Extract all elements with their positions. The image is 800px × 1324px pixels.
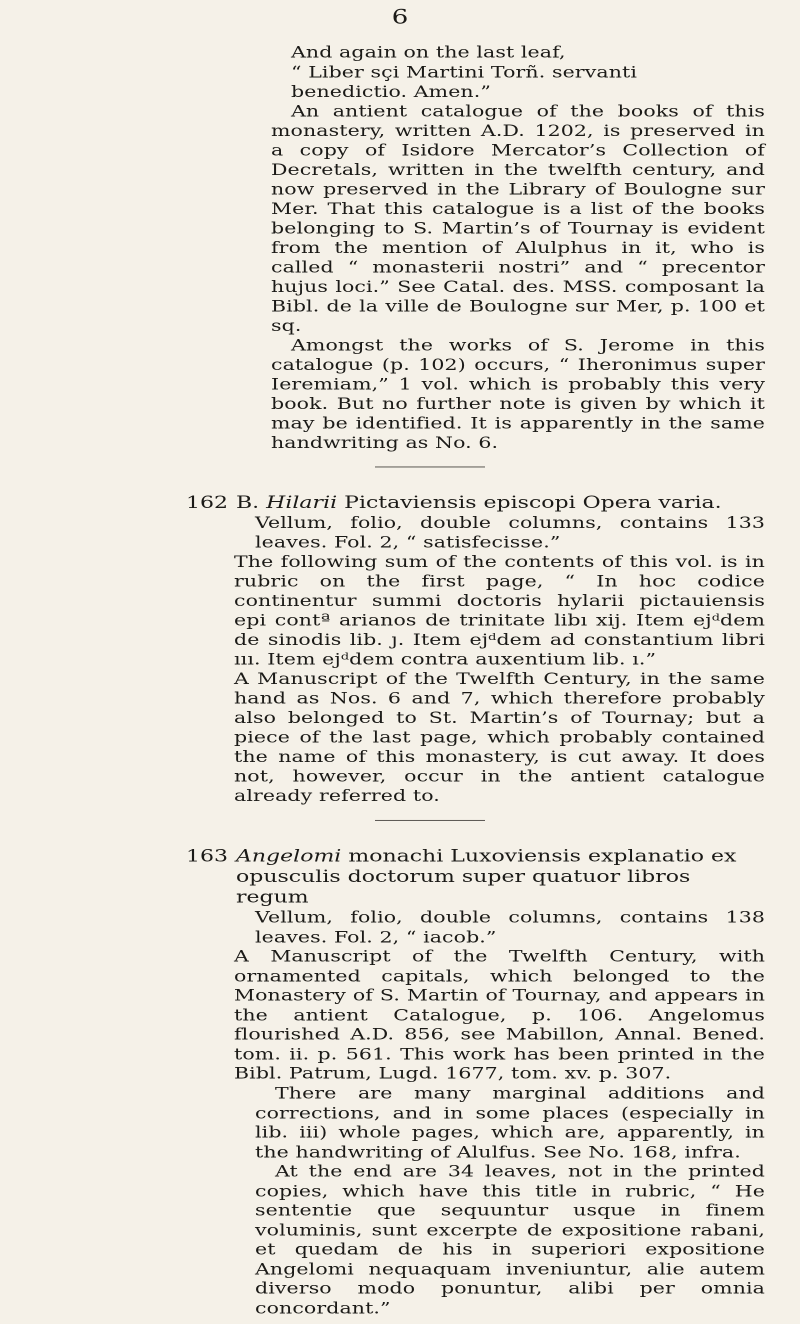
- entry-paragraph-marginalia-163: There are many marginal additions and corrections, and in some places (especially in lib. iii) whole pages, which are, apparently, in the handwriting of Alulfus. See No. 168, infra.: [255, 1083, 765, 1161]
- entry-number-163: 163: [186, 846, 228, 866]
- intro-line-2: “ Liber sçi Martini Torñ. servanti benedictio. Amen.”: [291, 62, 638, 101]
- entry-paragraph-manuscript-162: A Manuscript of the Twelfth Century, in the same hand as Nos. 6 and 7, which therefore probably also belonged to St. Martin’s of Tournay; but a piece of the last page, which probably contained the name of this monastery, is cut away. It does not, however, occur in the antient catalogue already referred to.: [234, 669, 765, 805]
- section-divider: [375, 467, 485, 468]
- intro-line-1: And again on the last leaf,: [291, 42, 566, 62]
- entry-description-163: Vellum, folio, double columns, contains 138 leaves. Fol. 2, “ iacob.”: [255, 907, 765, 946]
- intro-paragraph-catalogue: An antient catalogue of the books of this monastery, written A.D. 1202, is preserved in a copy of Isidore Mercator’s Collection of Decretals, written in the twelfth century, and now preserved in the Library of Boulogne sur Mer. That this catalogue is a list of the books belonging to S. Martin’s of Tournay is evident from the mention of Alulphus in it, who is called “ monasterii nostri” and “ precentor hujus loci.” See Catal. des. MSS. composant la Bibl. de la ville de Boulogne sur Mer, p. 100 et sq.: [271, 101, 765, 335]
- entry-title-author: Angelomi: [236, 846, 342, 866]
- page-number: 6: [391, 6, 409, 30]
- entry-title-author: Hilarii: [266, 493, 338, 513]
- entry-paragraph-manuscript-163: A Manuscript of the Twelfth Century, with ornamented capitals, which belonged to the Monastery of S. Martin of Tournay, and appears in the antient Catalogue, p. 106. Angelomus flourished A.D. 856, see Mabillon, Annal. Bened. tom. ii. p. 561. This work has been printed in the Bibl. Patrum, Lugd. 1677, tom. xv. p. 307.: [234, 946, 765, 1083]
- entry-title-prefix: B.: [236, 493, 260, 513]
- entry-title-text: Pictaviensis episcopi Opera varia.: [344, 493, 722, 513]
- entry-number-162: 162: [186, 493, 228, 513]
- entry-description-162: Vellum, folio, double columns, contains 133 leaves. Fol. 2, “ satisfecisse.”: [255, 513, 765, 552]
- entry-paragraph-rubric-163: At the end are 34 leaves, not in the printed copies, which have this title in rubric, “ He sententie que sequuntur usque in finem voluminis, sunt excerpte de expositione rabani, et quedam de his in superiori expositione Angelomi nequaquam inveniuntur, alie autem diverso modo ponuntur, alibi per omnia concordant.”: [255, 1161, 765, 1317]
- intro-paragraph-jerome: Amongst the works of S. Jerome in this catalogue (p. 102) occurs, “ Iheronimus super Ieremiam,” 1 vol. which is probably this very book. But no further note is given by which it may be identified. It is apparently in the same handwriting as No. 6.: [271, 335, 765, 452]
- entry-title-text: monachi Luxoviensis explanatio ex opusculis doctorum super quatuor libros regum: [236, 846, 737, 908]
- section-divider: [375, 820, 485, 821]
- entry-paragraph-rubric-162: The following sum of the contents of this vol. is in rubric on the first page, “ In hoc codice continentur summi doctoris hylarii pictauiensis epi contª arianos de trinitate libı xij. Item ejᵈdem de sinodis lib. ȷ. Item ejᵈdem ad constantium libri ııı. Item ejᵈdem contra auxentium lib. ı.”: [234, 552, 765, 669]
- entry-title-162: [236, 493, 756, 514]
- entry-title-163: [236, 846, 766, 908]
